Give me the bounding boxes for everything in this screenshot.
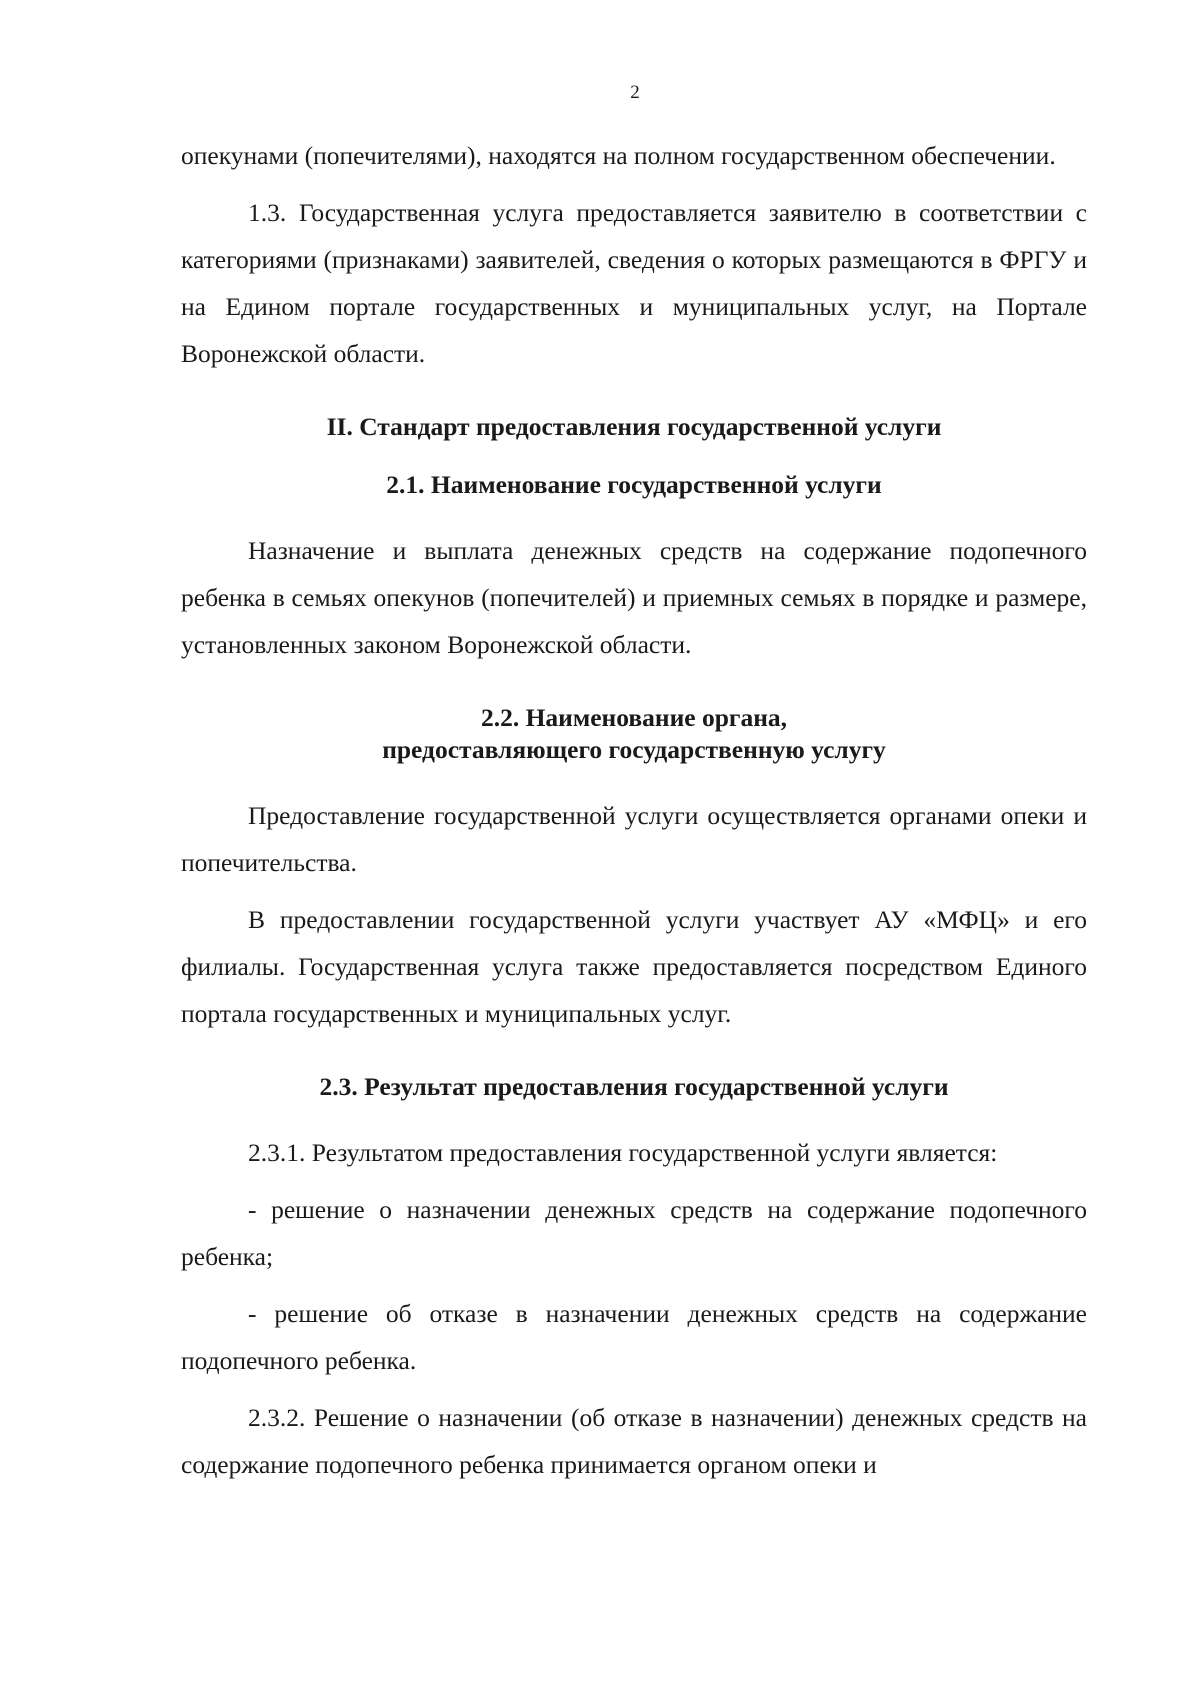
list-item-decision-grant: - решение о назначении денежных средств на содержание подопечного ребенка; (181, 1195, 1087, 1271)
page-number: 2 (630, 82, 640, 103)
subsection-heading-2-2-line2: предоставляющего государственную услугу (382, 735, 886, 764)
paragraph-2-2-text: Предоставление государственной услуги осуществляется органами опеки и попечительства. (181, 801, 1087, 877)
paragraph-2-1-text: Назначение и выплата денежных средств на содержание подопечного ребенка в семьях опекунов (попечителей) и приемных семьях в порядке и размере, установленных законом Воронежской области. (181, 536, 1087, 659)
subsection-heading-2-2-line1: 2.2. Наименование органа, (480, 703, 788, 732)
paragraph: опекунами (попечителями), находятся на полном государственном обеспечении. (181, 141, 1056, 170)
paragraph-2-3-2: 2.3.2. Решение о назначении (об отказе в назначении) денежных средств на содержание подопечного ребенка принимается органом опеки и (181, 1403, 1087, 1479)
paragraph-2-3-1: 2.3.1. Результатом предоставления государственной услуги является: (248, 1138, 998, 1167)
paragraph-1-3: 1.3. Государственная услуга предоставляется заявителю в соответствии с категориями (признаками) заявителей, сведения о которых размещаются в ФРГУ и на Едином портале государственных и муниципальных услуг, на Портале Воронежской области. (181, 198, 1087, 368)
document-body (181, 132, 1087, 1488)
subsection-heading-2-3: 2.3. Результат предоставления государственной услуги (319, 1072, 949, 1101)
list-item-decision-refusal: - решение об отказе в назначении денежных средств на содержание подопечного ребенка. (181, 1299, 1087, 1375)
section-heading-2: II. Стандарт предоставления государственной услуги (326, 412, 942, 441)
subsection-heading-2-1: 2.1. Наименование государственной услуги (386, 470, 882, 499)
paragraph-mfc: В предоставлении государственной услуги участвует АУ «МФЦ» и его филиалы. Государственная услуга также предоставляется посредством Единого портала государственных и муниципальных услуг. (181, 905, 1087, 1028)
